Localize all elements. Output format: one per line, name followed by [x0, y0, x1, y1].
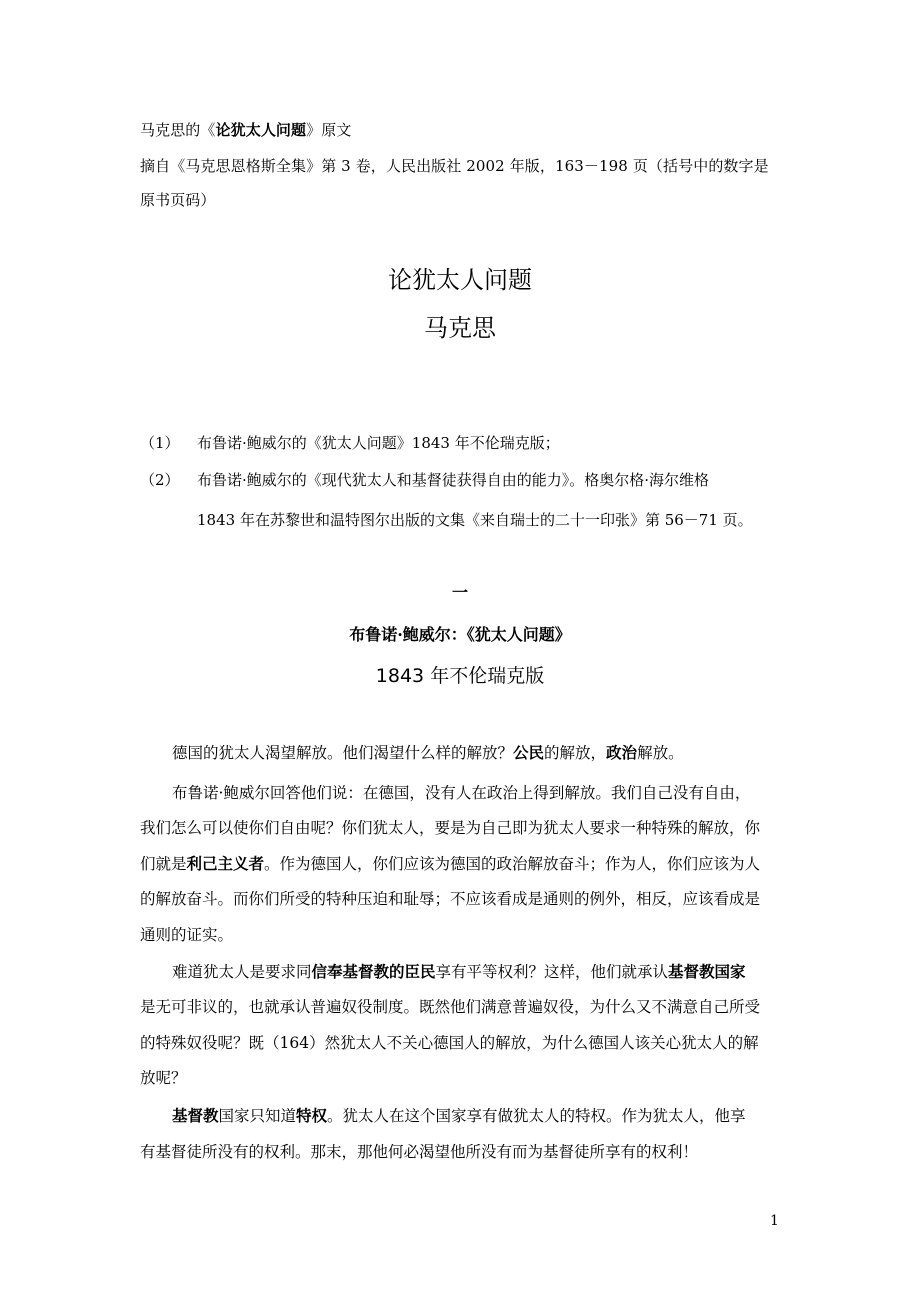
note-2-number: （2） [140, 471, 180, 489]
paragraph-1 [172, 743, 814, 763]
p1-text-a: 德国的犹太人渴望解放。他们渴望什么样的解放？ [172, 744, 514, 762]
p1-text-c: 的解放， [544, 744, 607, 762]
paragraph-2-line-4: 的解放奋斗。而你们所受的特种压迫和耻辱；不应该看成是通则的例外，相反，应该看成是 [140, 890, 761, 908]
source-line-prefix: 马克思的《 [140, 121, 216, 139]
p4-bold-privilege: 特权 [296, 1106, 328, 1125]
p3-bold-christian-state: 基督教国家 [668, 962, 746, 981]
section-subtitle: 1843 年不伦瑞克版 [375, 665, 545, 687]
p3-l1-text-b: 享有平等权利？这样，他们就承认 [435, 963, 669, 981]
note-1-number: （1） [140, 434, 180, 452]
paragraph-3-line-2: 是无可非议的，也就承认普遍奴役制度。既然他们满意普遍奴役，为什么又不满意自己所受 [140, 998, 761, 1016]
paragraph-4-line-2: 有基督徒所没有的权利。那末，那他何必渴望他所没有而为基督徒所享有的权利！ [140, 1143, 699, 1161]
section-number: 一 [451, 583, 468, 602]
document-title: 论犹太人问题 [388, 266, 532, 294]
paragraph-2-line-1: 布鲁诺·鲍威尔回答他们说：在德国，没有人在政治上得到解放。我们自己没有自由， [172, 784, 751, 802]
note-2-text-line-2: 1843 年在苏黎世和温特图尔出版的文集《来自瑞士的二十一印张》第 56－71 页。 [197, 511, 753, 529]
p4-l1-text-a: 国家只知道 [218, 1107, 297, 1125]
paragraph-4-line-1 [172, 1106, 814, 1126]
note-2-text-line-1: 布鲁诺·鲍威尔的《现代犹太人和基督徒获得自由的能力》。格奥尔格·海尔维格 [197, 471, 710, 489]
paragraph-3-line-1 [172, 962, 814, 982]
note-1-text: 布鲁诺·鲍威尔的《犹太人问题》1843 年不伦瑞克版； [197, 434, 560, 452]
source-line-title: 论犹太人问题 [215, 121, 307, 139]
p4-bold-christian: 基督教 [172, 1106, 219, 1125]
p1-text-e: 解放。 [637, 744, 684, 762]
paragraph-3-line-4: 放呢？ [140, 1069, 187, 1087]
document-author: 马克思 [424, 314, 496, 342]
section-title: 布鲁诺·鲍威尔：《犹太人问题》 [349, 625, 571, 644]
excerpt-line-2: 原书页码） [140, 191, 216, 209]
p2-bold-egoists: 利己主义者 [186, 854, 265, 873]
paragraph-2-line-5: 通则的证实。 [140, 926, 234, 944]
source-line [140, 120, 782, 140]
p1-bold-citizen: 公民 [513, 743, 545, 762]
p2-l3-text-b: 。作为德国人，你们应该为德国的政治解放奋斗；作为人，你们应该为人 [264, 855, 761, 873]
source-line-suffix: 》原文 [306, 121, 352, 139]
p3-l1-text-a: 难道犹太人是要求同 [172, 963, 312, 981]
p4-l1-text-b: 。犹太人在这个国家享有做犹太人的特权。作为犹太人，他享 [327, 1107, 746, 1125]
excerpt-line-1: 摘自《马克思恩格斯全集》第 3 卷，人民出版社 2002 年版，163－198 页（括号中的数字是 [140, 157, 769, 175]
paragraph-3-line-3: 的特殊奴役呢？既（164）然犹太人不关心德国人的解放，为什么德国人该关心犹太人的解 [140, 1034, 759, 1052]
paragraph-2-line-3 [140, 854, 782, 874]
page-number: 1 [770, 1213, 779, 1229]
paragraph-2-line-2: 我们怎么可以使你们自由呢？你们犹太人，要是为自己即为犹太人要求一种特殊的解放，你 [140, 819, 761, 837]
p1-bold-political: 政治 [606, 743, 638, 762]
p3-bold-christian-subjects: 信奉基督教的臣民 [311, 962, 436, 981]
p2-l3-text-a: 们就是 [140, 855, 187, 873]
